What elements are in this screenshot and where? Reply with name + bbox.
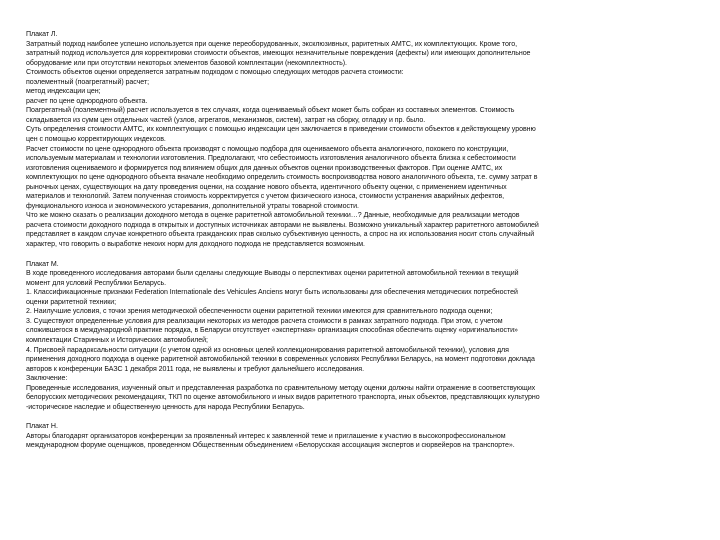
text-line: цен с помощью корректирующих индексов. xyxy=(26,136,166,144)
text-line: расчет по цене однородного объекта. xyxy=(26,97,148,105)
text-line: момент для условий Республики Беларусь. xyxy=(26,279,167,287)
text-line: 1. Классификационные признаки Federation Internationale des Vehicules Anciens могут быть использованы для обеспечения методических потребностей xyxy=(26,289,518,297)
document-page xyxy=(26,30,698,451)
text-line: 3. Существуют определенные условия для реализации некоторых из методов расчета стоимости в рамках затратного подхода. При этом, с учетом xyxy=(26,317,503,325)
text-line: оборудование или при отсутствии некоторых элементов базовой комплектации (некомплектность). xyxy=(26,59,347,67)
text-line: функционального износа и экономического устаревания, дополнительной утраты товарной стоимости. xyxy=(26,202,359,210)
text-line: Поагрегатный (поэлементный) расчет используется в тех случаях, когда оцениваемый объект может быть собран из составных элементов. Стоимость xyxy=(26,107,515,115)
text-line: поэлементный (поагрегатный) расчет; xyxy=(26,78,150,86)
text-line: Расчет стоимости по цене однородного объекта производят с помощью подбора для оцениваемого объекта аналогичного, похожего по конструкции, xyxy=(26,145,509,153)
text-line: сложившегося в международной практике порядка, в Беларуси отсутствует «экспертная» организация способная обеспечить оценку «оригинальности» xyxy=(26,327,518,335)
text-line: Что же можно сказать о реализации доходного метода в оценке раритетной автомобильной техники…? Данные, необходимые для реализации методов xyxy=(26,212,520,220)
poster-l-block xyxy=(26,30,698,250)
text-line: -историческое наследие и общественную ценность для народа Республики Беларусь. xyxy=(26,403,305,411)
text-line: характер, что говорить о выработке некоих норм для доходного подхода не представляется возможным. xyxy=(26,241,365,249)
text-line: рыночных ценах, существующих на дату проведения оценки, на создание нового объекта, идентичного объекту оценки, с применением идентичных xyxy=(26,183,507,191)
poster-n-block xyxy=(26,422,698,451)
text-line: комплектующих по цене однородного объекта вначале необходимо определить стоимость воспроизводства нового аналогичного объекта, т.е. сумму затрат в xyxy=(26,174,538,182)
text-line: Суть определения стоимости АМТС, их комплектующих с помощью индексации цен заключается в приведении стоимости объектов к действующему уровню xyxy=(26,126,536,134)
text-line: метод индексации цен; xyxy=(26,88,101,96)
text-line: материалов и технологий. Затем полученная стоимость корректируется с учетом физического износа, стоимости устранения аварийных дефектов, xyxy=(26,193,505,201)
text-line: Авторы благодарят организаторов конференции за проявленный интерес к заявленной теме и приглашение к участию в высокопрофессиональном xyxy=(26,432,506,440)
text-line: изготовления оцениваемого и формируется под влиянием общих для данных объектов оценки производственных факторов. При оценке АМТС, их xyxy=(26,164,503,172)
poster-m-block xyxy=(26,260,698,413)
text-line: В ходе проведенного исследования авторами были сделаны следующие Выводы о перспективах оценки раритетной автомобильной техники в текущий xyxy=(26,270,519,278)
poster-l-heading: Плакат Л. xyxy=(26,31,58,38)
text-line: складывается из сумм цен отдельных частей (узлов, агрегатов, механизмов, систем), затрат на сборку, отладку и пр. было. xyxy=(26,116,426,124)
poster-n-heading: Плакат Н. xyxy=(26,423,58,431)
text-line: используемым материалам и технологии изготовления. Предполагают, что себестоимость изготовления аналогичного объекта близка к себестоимости xyxy=(26,155,516,163)
text-line: авторов к конференции БАЗС 1 декабря 2011 года, не выявлены и требуют дальнейшего исследования. xyxy=(26,365,364,373)
text-line: белорусских методических рекомендациях, ТКП по оценке автомобильного и иных видов раритетного транспорта, иных объектов, представляющих культурно xyxy=(26,394,540,402)
text-line: расчета стоимости доходного подхода в открытых и доступных источниках авторами не выявлены. Возможно уникальный характер раритетного автомобилей xyxy=(26,221,539,229)
text-line: представляет в каждом случае конкретного объекта гражданских прав сколько субъективную ценность, а спрос на их использования носит столь случайный xyxy=(26,231,535,239)
text-line: 2. Наилучшие условия, с точки зрения методической обеспеченности оценки раритетной техники имеются для сравнительного подхода оценки; xyxy=(26,308,493,316)
text-line: затратный подход используется для корректировки стоимости объектов, имеющих незначительные повреждения (дефекты) или имеющих дополнительное xyxy=(26,50,531,58)
text-line: оценки раритетной техники; xyxy=(26,298,117,306)
text-line: применения доходного подхода в оценке раритетной автомобильной техники в современных условиях Республики Беларусь, на момент подготовки доклада xyxy=(26,356,535,364)
text-line: 4. Присвоей парадоксальности ситуации (с учетом одной из основных целей коллекционирования раритетной автомобильной техники), условия для xyxy=(26,346,509,354)
text-line: международном форуме оценщиков, проведенном Общественным объединением «Белорусская ассоциация экспертов и сюрвейеров на транспорте». xyxy=(26,442,515,450)
text-line: Стоимость объектов оценки определяется затратным подходом с помощью следующих методов расчета стоимости: xyxy=(26,69,404,77)
text-line: Затратный подход наиболее успешно используется при оценке переоборудованных, эксклюзивных, раритетных АМТС, их комплектующих. Кроме того, xyxy=(26,40,517,48)
text-line: Заключение: xyxy=(26,375,68,383)
text-line: Проведенные исследования, изученный опыт и представленная разработка по сравнительному методу оценки должны найти отражение в соответствующих xyxy=(26,384,536,392)
text-line: комплектации Старинных и Исторических автомобилей; xyxy=(26,336,208,344)
poster-m-heading: Плакат М. xyxy=(26,260,59,268)
